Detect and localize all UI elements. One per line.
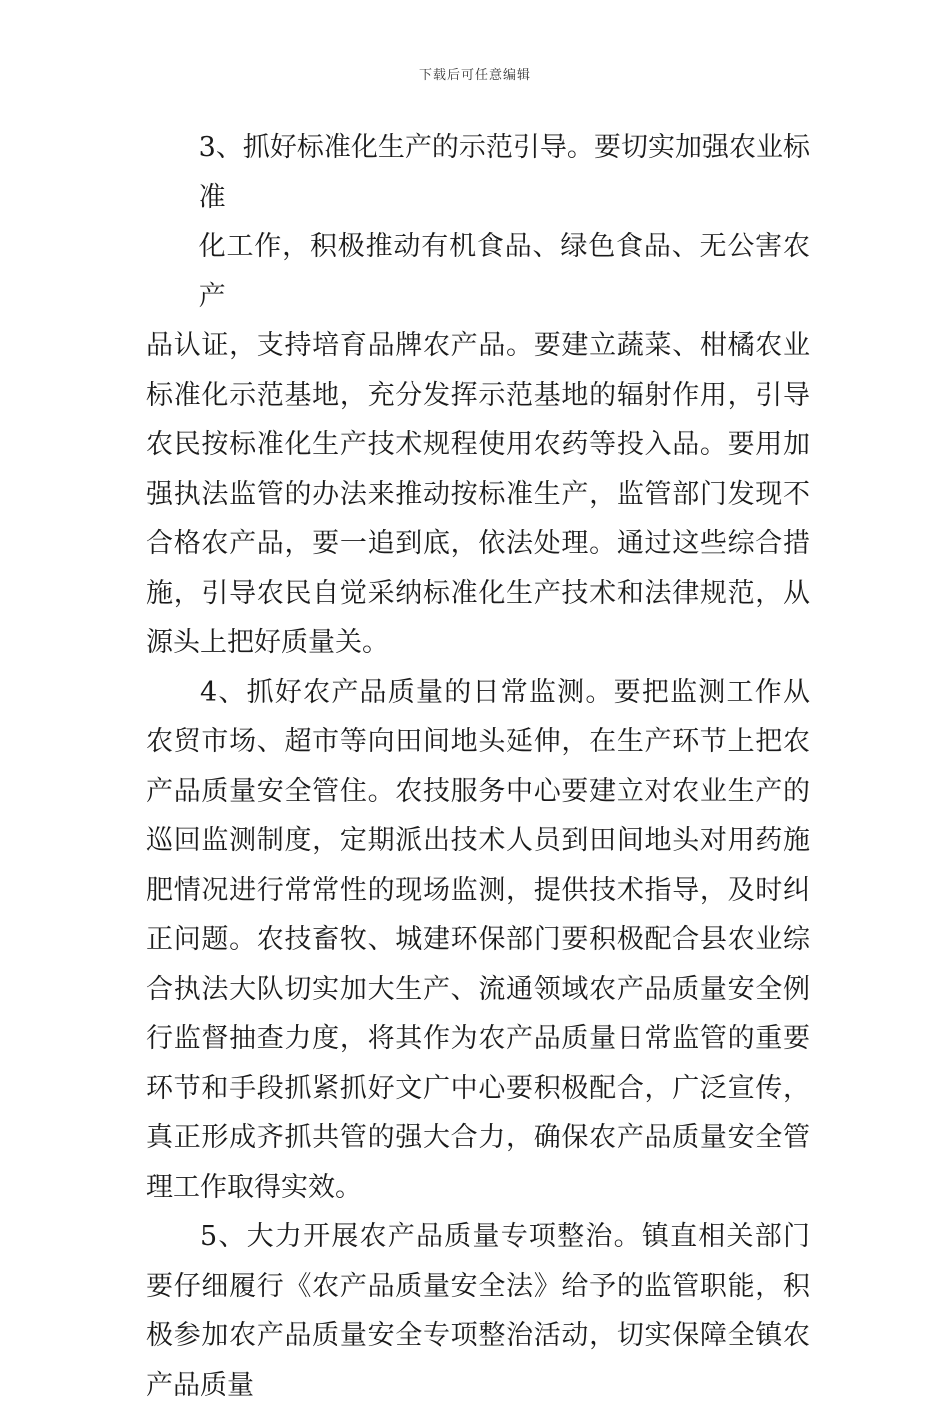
page-header: 下载后可任意编辑 xyxy=(418,68,531,83)
paragraph-5: 5、大力开展农产品质量专项整治。镇直相关部门要仔细履行《农产品质量安全法》给予的监管职能，积极参加农产品质量安全专项整治活动，切实保障全镇农产品质量 xyxy=(146,1221,810,1401)
paragraph-3-rest: 品认证，支持培育品牌农产品。要建立蔬菜、柑橘农业标准化示范基地，充分发挥示范基地的辐射作用，引导农民按标准化生产技术规程使用农药等投入品。要用加强执法监管的办法来推动按标准生产，监管部门发现不合格农产品，要一追到底，依法处理。通过这些综合措施，引导农民自觉采纳标准化生产技术和法律规范，从源头上把好质量关。 xyxy=(146,330,810,658)
paragraph-3-line-2: 化工作，积极推动有机食品、绿色食品、无公害农产 xyxy=(198,231,810,312)
paragraph-3-line-1: 3、抓好标准化生产的示范引导。要切实加强农业标准 xyxy=(198,132,810,213)
paragraph-3 xyxy=(146,123,810,668)
paragraph-4: 4、抓好农产品质量的日常监测。要把监测工作从农贸市场、超市等向田间地头延伸，在生产环节上把农产品质量安全管住。农技服务中心要建立对农业生产的巡回监测制度，定期派出技术人员到田间地头对用药施肥情况进行常常性的现场监测，提供技术指导，及时纠正问题。农技畜牧、城建环保部门要积极配合县农业综合执法大队切实加大生产、流通领域农产品质量安全例行监督抽查力度，将其作为农产品质量日常监管的重要环节和手段抓紧抓好文广中心要积极配合，广泛宣传，真正形成齐抓共管的强大合力，确保农产品质量安全管理工作取得实效。 xyxy=(146,676,810,1203)
document-body xyxy=(146,123,810,1410)
